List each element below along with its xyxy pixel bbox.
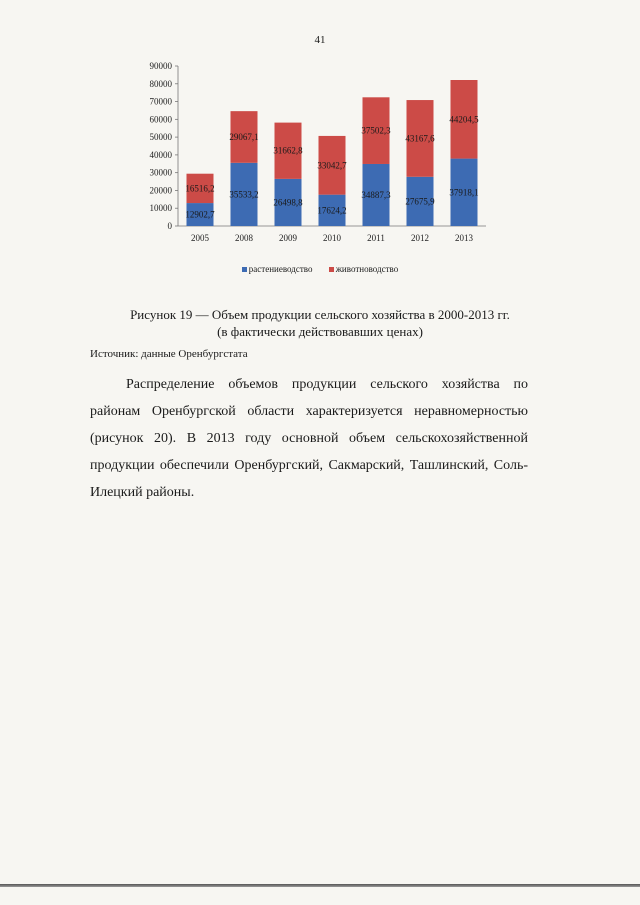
data-label: 35533,2 [229, 189, 259, 200]
data-label: 43167,6 [405, 133, 435, 144]
x-tick-label: 2011 [367, 233, 385, 243]
x-tick-label: 2010 [323, 233, 341, 243]
chart-legend [0, 264, 640, 274]
stacked-bar-chart [130, 58, 510, 243]
legend-label-crop: растениеводство [248, 264, 313, 274]
y-tick-label: 30000 [149, 167, 172, 178]
y-tick-label: 0 [167, 221, 172, 231]
data-label: 37918,1 [449, 187, 479, 198]
y-tick-label: 90000 [149, 61, 172, 71]
source-note: Источник: данные Оренбургстата [90, 348, 248, 360]
y-tick-label: 80000 [149, 78, 172, 89]
data-label: 44204,5 [449, 114, 479, 125]
data-label: 12902,7 [185, 209, 215, 220]
data-label: 27675,9 [405, 196, 435, 207]
x-tick-label: 2009 [279, 233, 297, 243]
data-label: 29067,1 [229, 131, 259, 142]
y-tick-label: 40000 [149, 149, 172, 160]
y-tick-label: 70000 [149, 96, 172, 107]
data-label: 31662,8 [273, 145, 303, 156]
body-paragraph: Распределение объемов продукции сельского хозяйства по районам Оренбургской области характеризуется неравномерностью (рисунок 20). В 2013 году основной объем сельскохозяйственной продукции обеспечили Оренбургский, Сакмарский, Ташлинский, Соль-Илецкий районы. [90, 377, 528, 500]
legend-swatch-livestock [329, 267, 334, 272]
figure-caption-line1: Рисунок 19 — Объем продукции сельского хозяйства в 2000-2013 гг. [130, 307, 510, 322]
x-tick-label: 2012 [411, 233, 429, 243]
data-label: 37502,3 [361, 125, 391, 136]
data-label: 26498,8 [273, 197, 303, 208]
legend-label-livestock: животноводство [335, 264, 399, 274]
data-label: 33042,7 [317, 160, 347, 171]
y-tick-label: 60000 [149, 114, 172, 125]
figure-caption-line2: (в фактически действовавших ценах) [217, 324, 423, 339]
legend-item-livestock [329, 264, 398, 274]
y-tick-label: 50000 [149, 132, 172, 143]
figure-caption [0, 306, 640, 340]
legend-swatch-crop [242, 267, 247, 272]
x-tick-label: 2005 [191, 233, 209, 243]
x-tick-label: 2008 [235, 233, 253, 243]
legend-item-crop [242, 264, 313, 274]
data-label: 34887,3 [361, 189, 391, 200]
page-number: 41 [314, 34, 326, 46]
y-tick-label: 10000 [149, 203, 172, 214]
x-tick-label: 2013 [455, 233, 473, 243]
data-label: 17624,2 [317, 205, 347, 216]
scan-edge-line [0, 884, 640, 887]
y-tick-label: 20000 [149, 185, 172, 196]
data-label: 16516,2 [185, 183, 215, 194]
